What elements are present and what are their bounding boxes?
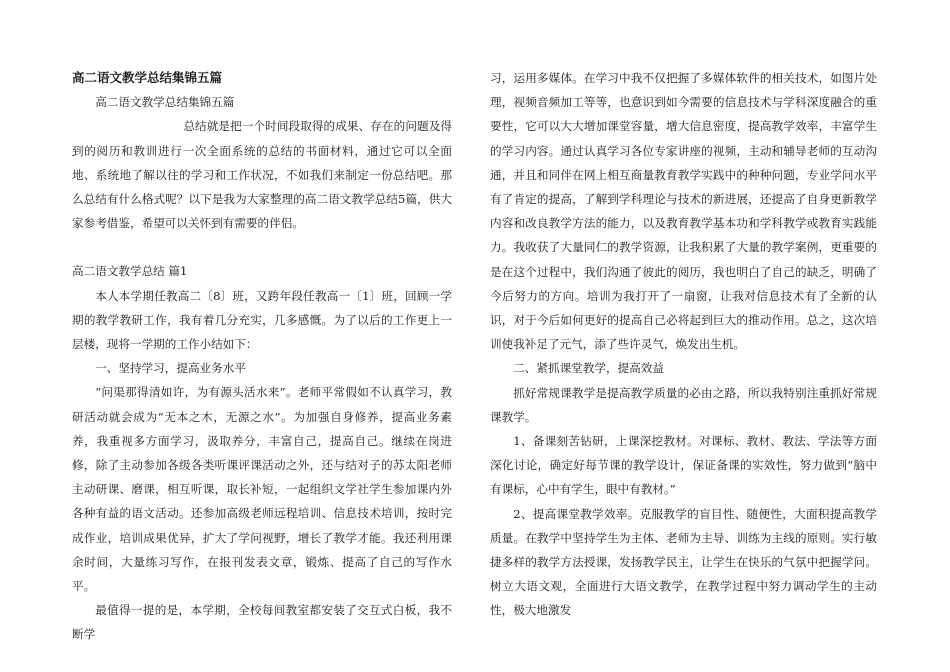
left-column <box>72 66 452 647</box>
paragraph-routine: 抓好常规课教学是提高教学质量的必由之路，所以我特别注重抓好常规课教学。 <box>490 385 877 424</box>
intro-paragraph: 总结就是把一个时间段取得的成果、存在的问题及得到的阅历和教训进行一次全面系统的总结的书面材料，通过它可以全面地、系统地了解以往的学习和工作状况，不如我们来制定一份总结吧。那么总结有什么格式呢？以下是我为大家整理的高二语文教学总结5篇，供大家参考借鉴，希望可以关怀到有需要的伴侣。 <box>72 119 452 231</box>
spacer <box>72 235 452 259</box>
heading-study: 一、坚持学习，提高业务水平 <box>95 361 246 376</box>
right-column <box>490 66 877 623</box>
paragraph-multimedia: 习，运用多媒体。在学习中我不仅把握了多媒体软件的相关技术，如图片处理，视频音频加工等等，也意识到如今需要的信息技术与学科深度融合的重要性，它可以大大增加课堂容量，增大信息密度，提高教学效率，丰富学生的学习内容。通过认真学习各位专家讲座的视频，主动和辅导老师的互动沟通，并且和同伴在网上相互商量教育教学实践中的种种问题，专业学问水平有了肯定的提高，了解到学科理论与技术的新进展，还提高了自身更新教学内容和改良教学方法的能力，以及教育教学基本功和学科教学或教育实践能力。我收获了大量同仁的教学资源，让我积累了大量的教学案例，更重要的是在这个过程中，我们沟通了彼此的阅历，我也明白了自己的缺乏，明确了今后努力的方向。培训为我打开了一扇窗，让我对信息技术有了全新的认识，对于今后如何更好的提高自己必将起到巨大的推动作用。总之，这次培训使我补足了元气，添了些许灵气，焕发出生机。 <box>490 71 877 352</box>
document-subtitle: 高二语文教学总结集锦五篇 <box>95 95 235 110</box>
heading-classroom: 二、紧抓课堂教学，提高效益 <box>513 361 664 376</box>
paragraph-efficiency: 2、提高课堂教学效率。克服教学的盲目性、随便性，大面积提高教学质量。在教学中坚持学生为主体、老师为主导、训练为主线的原则。实行敏捷多样的教学方法授课，发扬教学民主，让学生在快乐的气氛中把握学问。树立大语文观，全面进行大语文教学，在教学过程中努力调动学生的主动性，极大地激发 <box>490 506 877 618</box>
section-heading: 高二语文教学总结 篇1 <box>72 264 188 279</box>
paragraph-opening: 本人本学期任教高二〔8〕班，又跨年段任教高一〔1〕班，回顾一学期的教学教研工作，我有着几分充实，几多感慨。为了以后的工作更上一层楼，现将一学期的工作小结如下： <box>72 288 452 352</box>
paragraph-whiteboard: 最值得一提的是，本学期，全校每间教室都安装了交互式白板，我不断学 <box>72 603 452 642</box>
paragraph-prep: 1、备课刻苦钻研，上课深挖教材。对课标、教材、教法、学法等方面深化讨论，确定好每节课的教学设计，保证备课的实效性，努力做到“脑中有课标，心中有学生，眼中有教材。” <box>490 434 877 497</box>
paragraph-study: “问渠那得清如许，为有源头活水来”。老师平常假如不认真学习，教研活动就会成为“无本之木，无源之水”。为加强自身修养，提高业务素养，我重视多方面学习，汲取养分，丰富自己，提高自己。继续在岗进修，除了主动参加各级各类听课评课活动之外，还与结对子的苏太阳老师主动研课、磨课，相互听课，取长补短，一起组织文学社学生参加课内外各种有益的语文活动。还参加高级老师远程培训、信息技术培训，按时完成作业，培训成果优异，扩大了学问视野，增长了教学才能。我还利用课余时间，大量练习写作，在报刊发表文章，锻炼、提高了自己的写作水平。 <box>72 385 452 594</box>
document-title: 高二语文教学总结集锦五篇 <box>72 70 223 85</box>
